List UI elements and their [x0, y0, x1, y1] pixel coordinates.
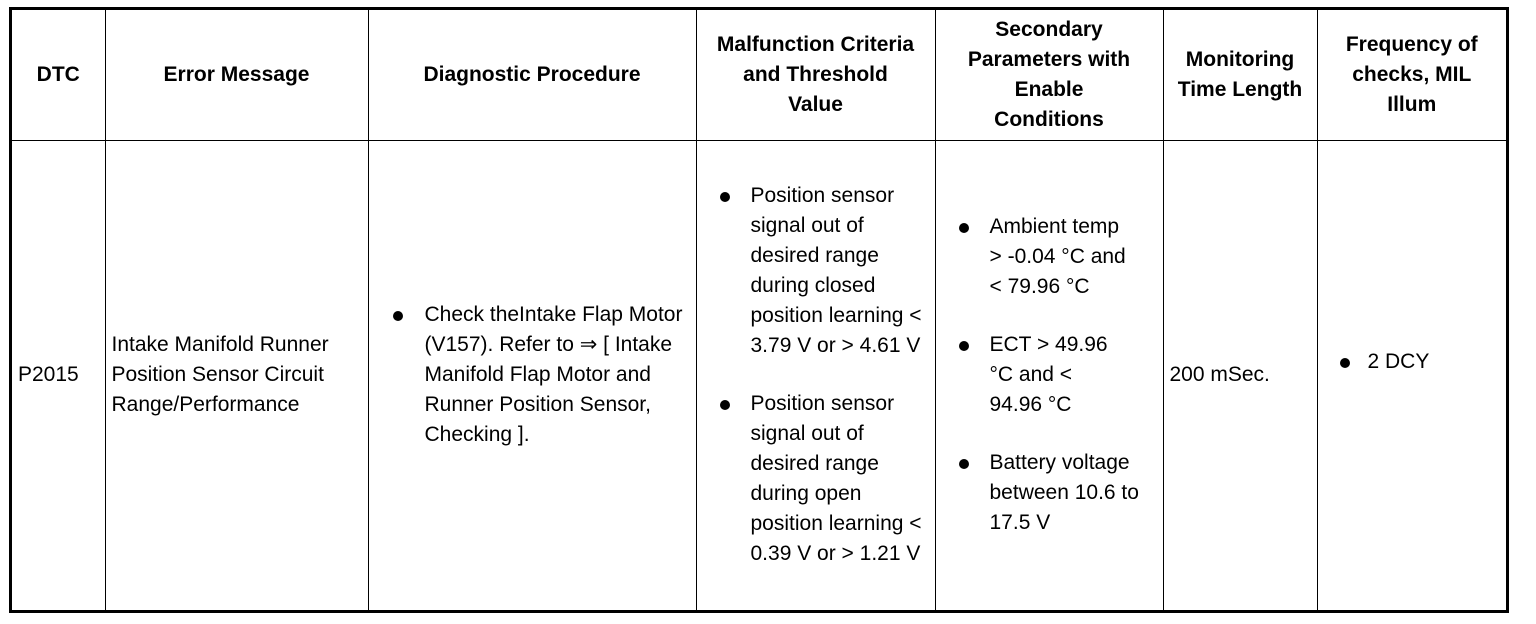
cell-error-message: [105, 140, 368, 610]
header-monitoring-time: Monitoring Time Length: [1163, 10, 1317, 140]
criteria-text: Position sensor signal out of desired range during open position learning < 0.39 V or > 1.21 V: [750, 392, 922, 566]
header-frequency: Frequency of checks, MIL Illum: [1317, 10, 1506, 140]
parameter-text: ECT > 49.96 °C and < 94.96 °C: [989, 333, 1108, 417]
cell-diagnostic-procedure: [368, 140, 696, 610]
procedure-text: Check theIntake Flap Motor (V157). Refer to ⇒ [ Intake Manifold Flap Motor and Runner Position Sensor, Checking ].: [424, 303, 683, 447]
bullet-icon: [959, 341, 969, 351]
criteria-text: Position sensor signal out of desired range during closed position learning < 3.79 V or > 4.61 V: [750, 184, 922, 358]
header-diagnostic-procedure: Diagnostic Procedure: [368, 10, 696, 140]
dtc-code: P2015: [18, 363, 79, 387]
dtc-table-frame: [9, 7, 1509, 613]
dtc-table: [12, 10, 1506, 610]
table-row: [12, 140, 1506, 610]
header-row: [12, 10, 1506, 140]
bullet-icon: [1340, 358, 1350, 368]
parameter-item: [936, 448, 1163, 538]
header-secondary-parameters: Secondary Parameters with Enable Conditions: [935, 10, 1163, 140]
procedure-item: [369, 300, 696, 450]
bullet-icon: [959, 459, 969, 469]
parameter-text: Battery voltage between 10.6 to 17.5 V: [989, 451, 1139, 535]
parameter-item: [936, 330, 1163, 420]
header-dtc: DTC: [12, 10, 105, 140]
parameter-item: [936, 212, 1163, 302]
cell-secondary-parameters: [935, 140, 1163, 610]
bullet-icon: [393, 311, 403, 321]
error-message-text: Intake Manifold Runner Position Sensor Circuit Range/Performance: [111, 333, 329, 417]
cell-dtc: [12, 140, 105, 610]
monitoring-time-text: 200 mSec.: [1169, 363, 1270, 387]
frequency-text: 2 DCY: [1367, 350, 1430, 374]
bullet-icon: [720, 400, 730, 410]
bullet-icon: [720, 192, 730, 202]
criteria-item: [697, 181, 935, 361]
criteria-item: [697, 389, 935, 569]
bullet-icon: [959, 223, 969, 233]
parameter-text: Ambient temp > -0.04 °C and < 79.96 °C: [989, 215, 1126, 299]
cell-malfunction-criteria: [696, 140, 935, 610]
header-error-message: Error Message: [105, 10, 368, 140]
cell-frequency: [1317, 140, 1506, 610]
cell-monitoring-time: [1163, 140, 1317, 610]
header-malfunction-criteria: Malfunction Criteria and Threshold Value: [696, 10, 935, 140]
frequency-item: [1318, 347, 1507, 377]
